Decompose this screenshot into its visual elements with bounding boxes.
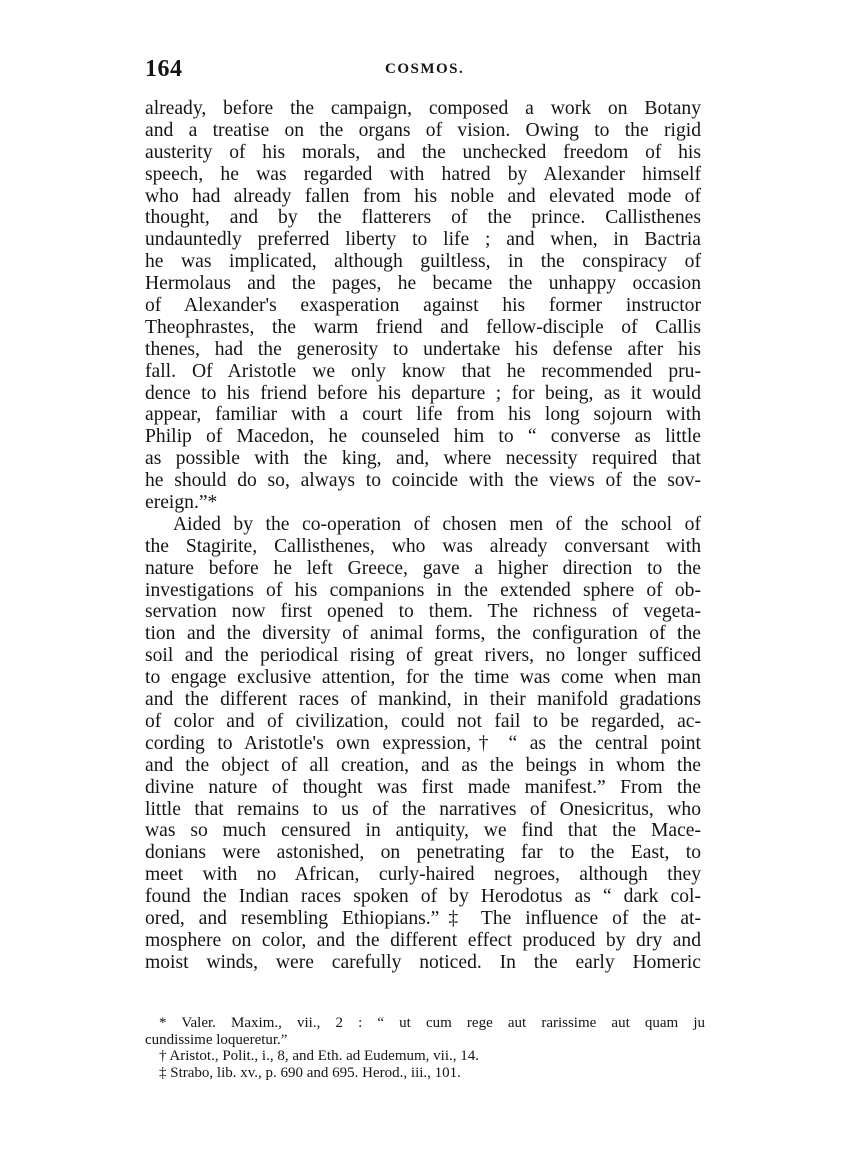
text-line: moist winds, were carefully noticed. In the early Homeric (145, 951, 701, 973)
text-line: dence to his friend before his departure ; for being, as it would (145, 382, 701, 404)
text-line: of color and of civilization, could not fail to be regarded, ac- (145, 710, 701, 732)
text-line: fall. Of Aristotle we only know that he recommended pru- (145, 360, 701, 382)
text-line: austerity of his morals, and the unchecked freedom of his (145, 141, 701, 163)
footnote-line: † Aristot., Polit., i., 8, and Eth. ad Eudemum, vii., 14. (159, 1048, 479, 1065)
text-line: Philip of Macedon, he counseled him to “ converse as little (145, 426, 701, 448)
paragraph-end-line: ereign.”* (145, 492, 218, 514)
paragraph-start-line: Aided by the co-operation of chosen men of the school of (173, 513, 701, 535)
text-line: and the different races of mankind, in their manifold gradations (145, 689, 701, 711)
text-line: was so much censured in antiquity, we find that the Mace- (145, 820, 701, 842)
footnote-line: * Valer. Maxim., vii., 2 : “ ut cum rege aut rarissime aut quam ju (159, 1015, 705, 1031)
text-line: and the object of all creation, and as the beings in whom the (145, 754, 701, 776)
text-line: cording to Aristotle's own expression,† “ as the central point (145, 732, 701, 754)
text-line: donians were astonished, on penetrating far to the East, to (145, 842, 701, 864)
text-line: speech, he was regarded with hatred by Alexander himself (145, 163, 701, 185)
text-line: servation now first opened to them. The richness of vegeta- (145, 601, 701, 623)
text-line: thought, and by the flatterers of the prince. Callisthenes (145, 207, 701, 229)
text-line: meet with no African, curly-haired negroes, although they (145, 864, 701, 886)
text-line: of Alexander's exasperation against his former instructor (145, 295, 701, 317)
text-line: and a treatise on the organs of vision. Owing to the rigid (145, 119, 701, 141)
text-line: as possible with the king, and, where necessity required that (145, 448, 701, 470)
page-number: 164 (145, 56, 183, 82)
footnote-line: cundissime loqueretur.” (145, 1031, 288, 1048)
text-line: mosphere on color, and the different effect produced by dry and (145, 929, 701, 951)
text-line: divine nature of thought was first made manifest.” From the (145, 776, 701, 798)
text-line: soil and the periodical rising of great rivers, no longer sufficed (145, 645, 701, 667)
body-text (145, 98, 701, 974)
text-line: undauntedly preferred liberty to life ; and when, in Bactria (145, 229, 701, 251)
footnote-line: ‡ Strabo, lib. xv., p. 690 and 695. Herod., iii., 101. (159, 1064, 461, 1081)
footnotes (145, 1015, 705, 1081)
text-line: already, before the campaign, composed a work on Botany (145, 98, 701, 119)
text-line: Hermolaus and the pages, he became the unhappy occasion (145, 273, 701, 295)
text-line: to engage exclusive attention, for the time was come when man (145, 667, 701, 689)
running-title: COSMOS. (385, 61, 465, 77)
text-line: Theophrastes, the warm friend and fellow-disciple of Callis (145, 316, 701, 338)
text-line: little that remains to us of the narratives of Onesicritus, who (145, 798, 701, 820)
text-line: found the Indian races spoken of by Herodotus as “ dark col- (145, 886, 701, 908)
text-line: nature before he left Greece, gave a higher direction to the (145, 557, 701, 579)
text-line: tion and the diversity of animal forms, the configuration of the (145, 623, 701, 645)
text-line: the Stagirite, Callisthenes, who was already conversant with (145, 535, 701, 557)
text-line: ored, and resembling Ethiopians.”‡ The influence of the at- (145, 907, 701, 929)
text-line: investigations of his companions in the extended sphere of ob- (145, 579, 701, 601)
text-line: he should do so, always to coincide with the views of the sov- (145, 470, 701, 492)
text-line: thenes, had the generosity to undertake his defense after his (145, 338, 701, 360)
running-head (145, 56, 700, 86)
text-line: who had already fallen from his noble and elevated mode of (145, 185, 701, 207)
text-line: appear, familiar with a court life from his long sojourn with (145, 404, 701, 426)
text-line: he was implicated, although guiltless, in the conspiracy of (145, 251, 701, 273)
